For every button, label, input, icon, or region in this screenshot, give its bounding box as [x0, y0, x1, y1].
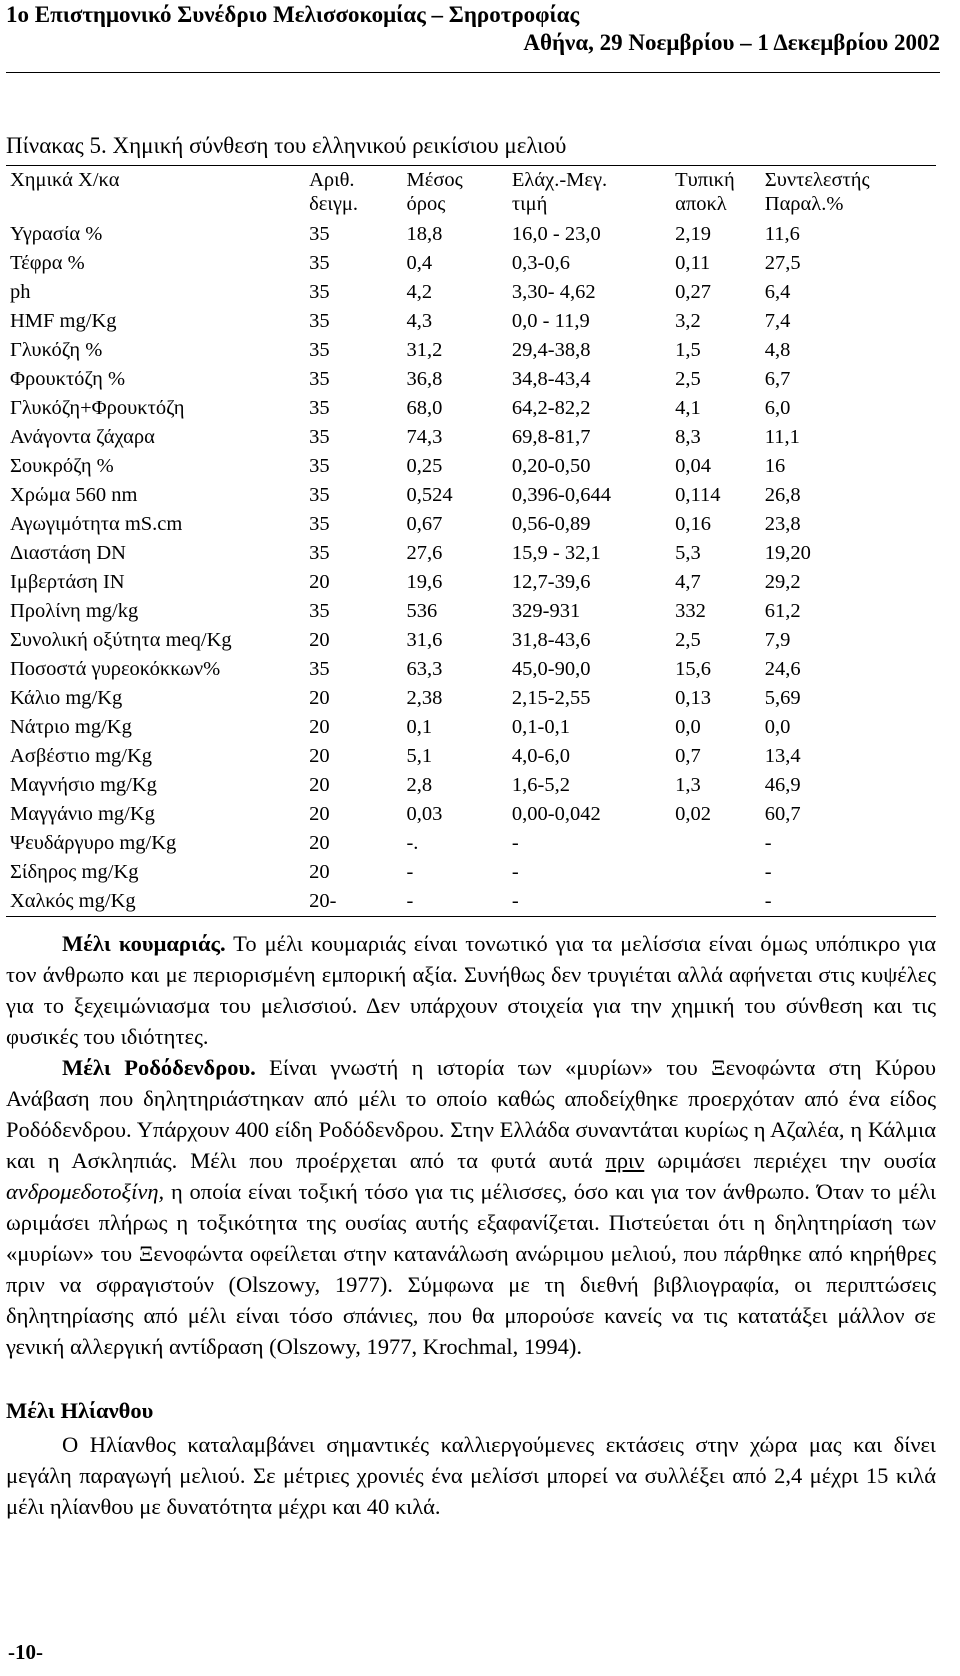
table-cell: 60,7	[764, 803, 801, 825]
table-cell: 63,3	[406, 658, 443, 680]
chemical-composition-table	[6, 165, 936, 917]
table-cell: 20	[309, 861, 330, 883]
table-cell: -	[511, 832, 519, 854]
table-cell: 35	[309, 310, 330, 332]
table-cell: 5,69	[764, 687, 801, 709]
table-cell: Χρώμα 560 nm	[10, 484, 138, 506]
table-cell: 35	[309, 658, 330, 680]
table-cell: 68,0	[406, 397, 443, 419]
table-cell: 4,7	[675, 571, 701, 593]
table-cell: 0,114	[675, 484, 721, 506]
table-cell: 18,8	[406, 223, 443, 245]
table-cell: -	[764, 861, 772, 883]
table-row	[6, 800, 936, 829]
table-cell: 1,5	[675, 339, 701, 361]
table-cell: 35	[309, 484, 330, 506]
paragraph-title: Μέλι Ροδόδενδρου.	[62, 1055, 256, 1080]
table-cell: 45,0-90,0	[511, 658, 591, 680]
table-cell: 4,0-6,0	[511, 745, 570, 767]
italic-term: ανδρομεδοτοξίνη,	[6, 1179, 165, 1204]
table-cell: 7,4	[764, 310, 791, 332]
table-cell: 35	[309, 368, 330, 390]
table-cell: -	[406, 861, 414, 883]
table-row	[6, 713, 936, 742]
header-cell: Ελάχ.-Μεγ. τιμή	[511, 169, 608, 215]
table-row	[6, 336, 936, 365]
table-body	[6, 220, 936, 917]
table-cell: 0,20-0,50	[511, 455, 591, 477]
table-cell: -	[511, 890, 519, 912]
table-cell: Συνολική οξύτητα meq/Kg	[10, 629, 232, 651]
table-cell: 329-931	[511, 600, 581, 622]
table-cell: 2,5	[675, 368, 701, 390]
table-caption: Πίνακας 5. Χημική σύνθεση του ελληνικού ρεικίσιου μελιού	[6, 133, 567, 158]
table-cell: 24,6	[764, 658, 801, 680]
table-cell: 0,7	[675, 745, 701, 767]
table-cell: -	[764, 890, 772, 912]
table-cell: 16,0 - 23,0	[511, 223, 601, 245]
table-cell: 0,1	[406, 716, 433, 738]
table-cell: Ιμβερτάση IN	[10, 571, 125, 593]
table-cell: 7,9	[764, 629, 791, 651]
section-text	[6, 1429, 936, 1522]
table-cell: 35	[309, 339, 330, 361]
table-cell: Γλυκόζη+Φρουκτόζη	[10, 397, 185, 419]
table-cell: 27,5	[764, 252, 801, 274]
table-cell: 8,3	[675, 426, 701, 448]
table-row	[6, 539, 936, 568]
table-cell: 20-	[309, 890, 337, 912]
table-cell: 20	[309, 687, 330, 709]
table-cell: Προλίνη mg/kg	[10, 600, 139, 622]
table-row	[6, 249, 936, 278]
table-cell: 20	[309, 774, 330, 796]
conference-date-location: Αθήνα, 29 Νοεμβρίου – 1 Δεκεμβρίου 2002	[523, 30, 940, 55]
table-row	[6, 684, 936, 713]
table-cell: Χαλκός mg/Kg	[10, 890, 136, 912]
table-row	[6, 858, 936, 887]
table-cell: -	[511, 861, 519, 883]
table-row	[6, 278, 936, 307]
table-cell: 0,4	[406, 252, 433, 274]
table-cell: -	[406, 890, 414, 912]
table-cell: 31,8-43,6	[511, 629, 591, 651]
table-cell: 13,4	[764, 745, 801, 767]
table-cell: Κάλιο mg/Kg	[10, 687, 123, 709]
table-cell: HMF mg/Kg	[10, 310, 117, 332]
paragraph-rhododendron-honey	[6, 1052, 936, 1362]
table-cell: Υγρασία %	[10, 223, 103, 245]
table-cell: Σίδηρος mg/Kg	[10, 861, 139, 883]
table-cell: 19,20	[764, 542, 811, 564]
table-cell: 35	[309, 600, 330, 622]
table-row	[6, 597, 936, 626]
table-cell: 0,0 - 11,9	[511, 310, 590, 332]
table-cell: 0,3-0,6	[511, 252, 570, 274]
header-cell: Χημικά Χ/κα	[10, 169, 120, 191]
table-row	[6, 626, 936, 655]
table-cell: 4,1	[675, 397, 701, 419]
table-cell: 0,396-0,644	[511, 484, 611, 506]
table-cell: Σουκρόζη %	[10, 455, 114, 477]
table-cell: 64,2-82,2	[511, 397, 591, 419]
table-cell: Αγωγιμότητα mS.cm	[10, 513, 183, 535]
header-cell: Συντελεστής Παραλ.%	[764, 169, 870, 215]
table-cell: 31,6	[406, 629, 443, 651]
table-cell: 2,5	[675, 629, 701, 651]
table-cell: 2,15-2,55	[511, 687, 591, 709]
table-cell	[675, 829, 765, 858]
table-cell: 0,03	[406, 803, 443, 825]
table-cell: Μαγνήσιο mg/Kg	[10, 774, 157, 796]
table-cell: 3,30- 4,62	[511, 281, 596, 303]
table-cell: 35	[309, 455, 330, 477]
table-cell: Μαγγάνιο mg/Kg	[10, 803, 155, 825]
table-cell: 20	[309, 832, 330, 854]
table-header-row	[6, 166, 936, 221]
table-row	[6, 307, 936, 336]
table-cell: Ποσοστά γυρεοκόκκων%	[10, 658, 221, 680]
section-heading: Μέλι Ηλίανθου	[6, 1398, 154, 1423]
table-cell: 0,0	[764, 716, 791, 738]
paragraph-sunflower-honey: Ο Ηλίανθος καταλαμβάνει σημαντικές καλλιεργούμενες εκτάσεις στην χώρα μας και δίνει μεγάλη παραγωγή μελιού. Σε μέτριες χρονιές ένα μελίσσι μπορεί να συλλέξει από 2,4 μέχρι 15 κιλά μέλι ηλίανθου με δυνατότητα μέχρι και 40 κιλά.	[6, 1432, 936, 1519]
table-cell: 0,27	[675, 281, 711, 303]
table-row	[6, 887, 936, 917]
table-cell: 0,16	[675, 513, 711, 535]
header-cell: Αριθ. δειγμ.	[309, 169, 359, 215]
table-cell: 0,25	[406, 455, 443, 477]
table-row	[6, 771, 936, 800]
table-cell: 26,8	[764, 484, 801, 506]
table-cell: 69,8-81,7	[511, 426, 591, 448]
table-cell: 2,8	[406, 774, 433, 796]
table-cell: 35	[309, 426, 330, 448]
table-cell: 35	[309, 397, 330, 419]
table-cell: Φρουκτόζη %	[10, 368, 126, 390]
paragraph-text: Το μέλι κουμαριάς είναι τονωτικό για τα μελίσσια είναι όμως υπόπικρο για τον άνθρωπο και με περιορισμένη εμπορική αξία. Συνήθως δεν τρυγιέται αλλά αφήνεται στις κυψέλες για το ξεχειμώνιασμα του μελισσιού. Δεν υπάρχουν στοιχεία για την χημική του σύνθεση και τις φυσικές του ιδιότητες.	[6, 931, 936, 1049]
paragraph-title: Μέλι κουμαριάς.	[62, 931, 226, 956]
table-cell: 4,3	[406, 310, 433, 332]
table-cell: 0,13	[675, 687, 711, 709]
table-cell: Νάτριο mg/Kg	[10, 716, 132, 738]
table-cell: 35	[309, 252, 330, 274]
table-cell: -.	[406, 832, 419, 854]
table-cell: Ψευδάργυρο mg/Kg	[10, 832, 177, 854]
page-number: -10-	[8, 1640, 43, 1664]
table-cell: 12,7-39,6	[511, 571, 591, 593]
table-cell: 27,6	[406, 542, 443, 564]
table-row	[6, 568, 936, 597]
table-cell: 0,524	[406, 484, 453, 506]
table-cell: 6,4	[764, 281, 791, 303]
table-cell: 5,1	[406, 745, 433, 767]
table-cell: 20	[309, 571, 330, 593]
header-cell: Τυπική αποκλ	[675, 169, 735, 215]
table-cell: 29,2	[764, 571, 801, 593]
table-cell: 20	[309, 745, 330, 767]
table-cell: Διαστάση DN	[10, 542, 126, 564]
table-cell: Γλυκόζη %	[10, 339, 103, 361]
table-cell: 0,0	[675, 716, 701, 738]
table-row	[6, 829, 936, 858]
table-cell: 5,3	[675, 542, 701, 564]
table-cell: 332	[675, 600, 706, 622]
table-cell: 16	[764, 455, 786, 477]
table-row	[6, 655, 936, 684]
table-row	[6, 452, 936, 481]
table-cell: 20	[309, 716, 330, 738]
table-cell: 19,6	[406, 571, 443, 593]
conference-title: 1ο Επιστημονικό Συνέδριο Μελισσοκομίας – Σηροτροφίας	[6, 2, 580, 27]
table-cell: 4,8	[764, 339, 791, 361]
table-cell: 1,6-5,2	[511, 774, 570, 796]
table-cell: Ανάγοντα ζάχαρα	[10, 426, 155, 448]
table-cell: ph	[10, 281, 31, 303]
table-cell: 20	[309, 803, 330, 825]
table-row	[6, 481, 936, 510]
underlined-word: πριν	[605, 1148, 645, 1173]
table-cell: 0,11	[675, 252, 711, 274]
table-cell	[675, 858, 765, 887]
table-row	[6, 510, 936, 539]
table-cell: 0,00-0,042	[511, 803, 601, 825]
table-cell: Ασβέστιο mg/Kg	[10, 745, 153, 767]
table-cell: 35	[309, 542, 330, 564]
table-cell: 11,6	[764, 223, 800, 245]
table-cell: 61,2	[764, 600, 801, 622]
table-cell: 0,02	[675, 803, 711, 825]
body-text	[6, 928, 936, 1362]
table-cell: 3,2	[675, 310, 701, 332]
table-cell: 6,7	[764, 368, 791, 390]
paragraph-text: η οποία είναι τοξική τόσο για τις μέλισσες, όσο και για τον άνθρωπο. Όταν το μέλι ωριμάσει πλήρως η τοξικότητα της ουσίας αυτής εξαφανίζεται. Πιστεύεται ότι η δηλητηρίαση των «μυρίων» του Ξενοφώντα οφείλεται στην κατανάλωση ανώριμου μελιού, που πάρθηκε από κηρήθρες πριν να σφραγιστούν (Olszowy, 1977). Σύμφωνα με τη διεθνή βιβλιογραφία, οι περιπτώσεις δηλητηρίασης από μέλι είναι τόσο σπάνιες, που θα μπορούσε κανείς να τις κατατάξει μάλλον σε γενική αλλεργική αντίδραση (Olszowy, 1977, Krochmal, 1994).	[6, 1179, 936, 1359]
table-cell: 0,1-0,1	[511, 716, 570, 738]
table-cell: 29,4-38,8	[511, 339, 591, 361]
table-cell: 46,9	[764, 774, 801, 796]
table-cell: 6,0	[764, 397, 791, 419]
table-cell: 1,3	[675, 774, 701, 796]
table-cell: 15,9 - 32,1	[511, 542, 601, 564]
table-row	[6, 365, 936, 394]
table-cell: 35	[309, 513, 330, 535]
table-cell: 31,2	[406, 339, 443, 361]
table-cell: 35	[309, 281, 330, 303]
table-cell: 0,04	[675, 455, 711, 477]
table-cell: 2,38	[406, 687, 443, 709]
table-cell: Τέφρα %	[10, 252, 85, 274]
table-row	[6, 742, 936, 771]
table-cell	[675, 887, 765, 917]
table-row	[6, 220, 936, 249]
header-cell: Μέσος όρος	[406, 169, 463, 215]
paragraph-text: ωριμάσει περιέχει την ουσία	[644, 1148, 936, 1173]
table-cell: 35	[309, 223, 330, 245]
table-cell: 11,1	[764, 426, 800, 448]
table-row	[6, 423, 936, 452]
table-cell: 74,3	[406, 426, 443, 448]
paragraph-arbutus-honey	[6, 928, 936, 1052]
table-cell: 0,56-0,89	[511, 513, 591, 535]
table-cell: 20	[309, 629, 330, 651]
table-cell: -	[764, 832, 772, 854]
table-cell: 15,6	[675, 658, 711, 680]
table-cell: 4,2	[406, 281, 433, 303]
table-cell: 23,8	[764, 513, 801, 535]
table-row	[6, 394, 936, 423]
header-divider	[6, 72, 940, 73]
table-cell: 2,19	[675, 223, 711, 245]
table-cell: 536	[406, 600, 438, 622]
paragraph-text: Είναι γνωστή η ιστορία των «μυρίων» του Ξενοφώντα στη Κύρου Ανάβαση που δηλητηριάστηκαν από μέλι το οποίο καθώς αποδείχθηκε προερχόταν από ένα είδος Ροδόδενδρου. Υπάρχουν 400 είδη Ροδόδενδρου. Στην Ελλάδα συναντάται κυρίως η Αζαλέα, η Κάλμια και η Ασκληπιάς. Μέλι που προέρχεται από τα φυτά αυτά	[6, 1055, 936, 1173]
table-cell: 36,8	[406, 368, 443, 390]
table-cell: 34,8-43,4	[511, 368, 591, 390]
table-cell: 0,67	[406, 513, 443, 535]
